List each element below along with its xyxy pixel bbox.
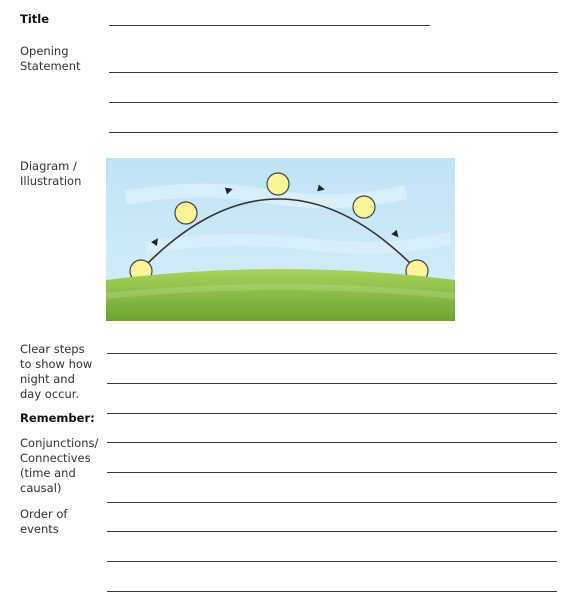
diagram-illustration-label: Diagram / Illustration: [20, 159, 82, 188]
sun-path-diagram: [106, 158, 455, 321]
opening-writing-line[interactable]: [109, 72, 558, 73]
sun-icon: [353, 196, 375, 218]
steps-writing-line[interactable]: [107, 383, 557, 384]
clear-steps-label: Clear steps to show how night and day occur.: [20, 342, 93, 401]
steps-writing-line[interactable]: [107, 353, 557, 354]
remember-label: Remember:: [20, 411, 95, 425]
order-of-events-label: Order of events: [20, 507, 68, 536]
steps-writing-line[interactable]: [107, 472, 557, 473]
steps-writing-line[interactable]: [107, 561, 557, 562]
title-writing-line[interactable]: [109, 25, 430, 26]
steps-writing-line[interactable]: [107, 413, 557, 414]
steps-writing-line[interactable]: [107, 502, 557, 503]
conjunctions-label: Conjunctions/ Connectives (time and causal): [20, 436, 99, 495]
steps-writing-line[interactable]: [107, 531, 557, 532]
sun-icon: [267, 173, 289, 195]
sun-icon: [175, 202, 197, 224]
opening-writing-line[interactable]: [109, 132, 558, 133]
steps-writing-line[interactable]: [107, 442, 557, 443]
title-label: Title: [20, 12, 50, 26]
opening-statement-label: Opening Statement: [20, 44, 81, 73]
grass-hill: [106, 269, 455, 321]
steps-writing-line[interactable]: [107, 591, 557, 592]
opening-writing-line[interactable]: [109, 102, 558, 103]
